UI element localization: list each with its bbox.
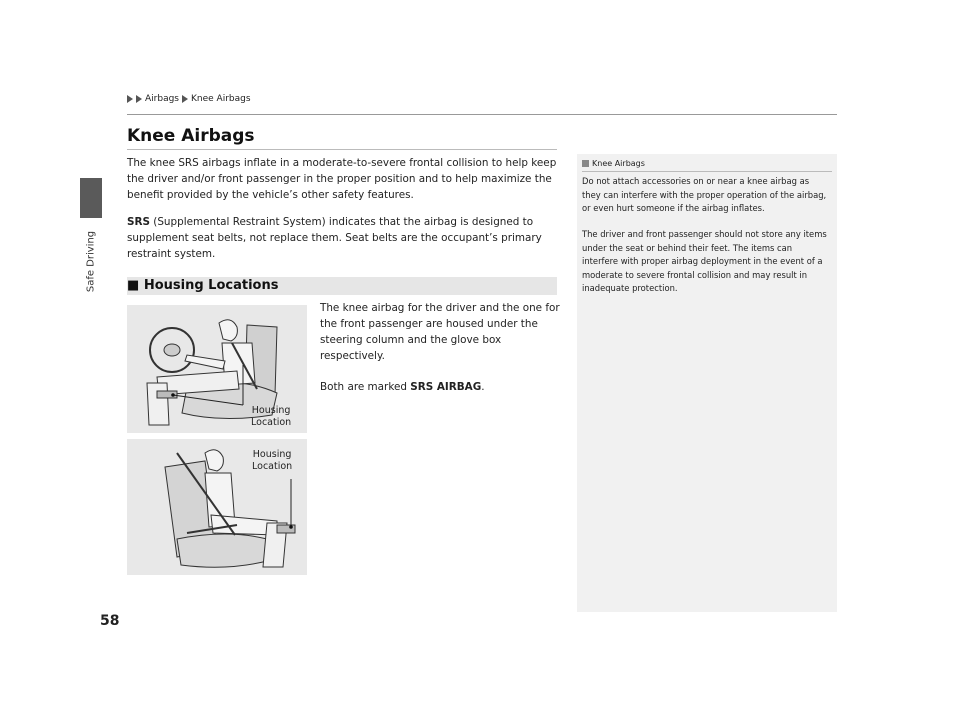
section-title-text: Housing Locations	[143, 278, 279, 293]
marking-text	[320, 379, 560, 395]
driver-housing-line2: Location	[251, 417, 292, 428]
breadcrumb-arrow-icon	[127, 95, 133, 103]
marking-suffix: .	[481, 381, 485, 393]
note-paragraph-2: The driver and front passenger should not store any items under the seat or behind their feet. The items can interfere with proper airbag deployment in the event of a moderate to severe frontal collision and may result in inadequate protection.	[582, 229, 827, 293]
breadcrumb-item-knee-airbags[interactable]: Knee Airbags	[191, 94, 251, 104]
note-heading-text: Knee Airbags	[592, 159, 645, 168]
side-section-label	[80, 216, 102, 316]
breadcrumb-item-airbags[interactable]: Airbags	[145, 94, 179, 104]
note-paragraph-1: Do not attach accessories on or near a knee airbag as they can interfere with the proper operation of the airbag, or even hurt someone if the airbag inflates.	[582, 176, 827, 213]
passenger-housing-line1: Housing	[252, 449, 292, 460]
breadcrumb-arrow-icon	[182, 95, 188, 103]
srs-airbag-term: SRS AIRBAG	[410, 381, 482, 393]
section-marker: ■	[127, 278, 140, 293]
side-label-text: Safe Driving	[85, 230, 97, 293]
driver-housing-line1: Housing	[251, 405, 291, 416]
title-divider	[127, 149, 557, 150]
header-divider	[127, 114, 837, 115]
passenger-housing-label	[252, 449, 292, 473]
srs-term: SRS	[127, 216, 150, 228]
page-title: Knee Airbags	[127, 126, 255, 146]
srs-text: (Supplemental Restraint System) indicates that the airbag is designed to supplement seat belts, not replace them. Seat belts are the occupant’s primary restraint system.	[127, 216, 542, 260]
passenger-knee-airbag-illustration	[127, 439, 307, 575]
note-divider	[582, 171, 832, 172]
section-title	[127, 277, 278, 295]
housing-description: The knee airbag for the driver and the one for the front passenger are housed under the steering column and the glove box respectively.	[320, 302, 560, 362]
passenger-housing-line2: Location	[252, 461, 293, 472]
note-heading	[582, 159, 645, 168]
breadcrumb-arrow-icon	[136, 95, 142, 103]
note-reference-icon	[582, 160, 589, 167]
side-note-panel	[577, 154, 837, 612]
srs-paragraph	[127, 214, 562, 262]
marking-prefix: Both are marked	[320, 381, 411, 393]
driver-housing-label	[251, 405, 291, 429]
breadcrumb	[127, 94, 251, 104]
intro-paragraph: The knee SRS airbags inflate in a moderate-to-severe frontal collision to help keep the driver and/or front passenger in the proper position and to help maximize the benefit provided by the vehicle’s other safety features.	[127, 157, 557, 201]
driver-knee-airbag-illustration	[127, 305, 307, 433]
page-number: 58	[100, 613, 120, 629]
